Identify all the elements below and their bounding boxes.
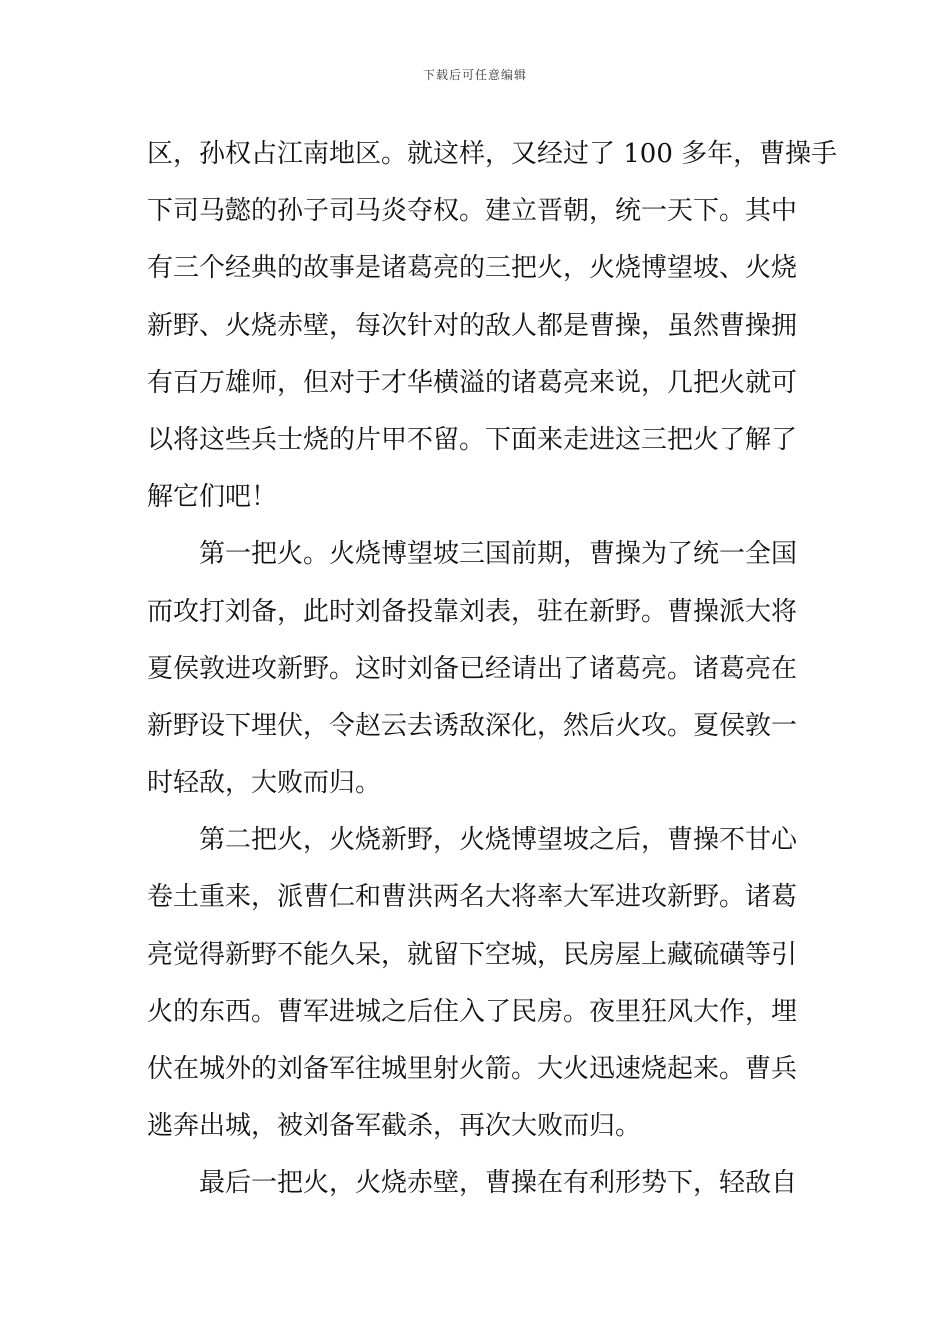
text-line: 新野设下埋伏，令赵云去诱敌深化，然后火攻。夏侯敦一 <box>147 710 798 741</box>
text-line: 区，孙权占江南地区。就这样，又经过了 100 多年，曹操手 <box>147 139 838 169</box>
text-line: 卷土重来，派曹仁和曹洪两名大将率大军进攻新野。诸葛 <box>147 882 798 913</box>
document-body <box>147 126 838 1213</box>
text-line: 有三个经典的故事是诸葛亮的三把火，火烧博望坡、火烧 <box>147 253 798 284</box>
paragraph-first-line: 最后一把火，火烧赤壁，曹操在有利形势下，轻敌自 <box>199 1168 798 1199</box>
text-line: 伏在城外的刘备军往城里射火箭。大火迅速烧起来。曹兵 <box>147 1054 798 1084</box>
text-line: 逃奔出城，被刘备军截杀，再次大败而归。 <box>147 1111 642 1142</box>
paragraph-first-line: 第一把火。火烧博望坡三国前期，曹操为了统一全国 <box>199 539 798 570</box>
text-line: 时轻敌，大败而归。 <box>147 768 382 799</box>
text-line: 新野、火烧赤壁，每次针对的敌人都是曹操，虽然曹操拥 <box>147 310 798 341</box>
text-line: 解它们吧！ <box>147 482 278 513</box>
text-line: 夏侯敦进攻新野。这时刘备已经请出了诸葛亮。诸葛亮在 <box>147 653 798 684</box>
page-header: 下载后可任意编辑 <box>422 68 527 82</box>
text-line: 火的东西。曹军进城之后住入了民房。夜里狂风大作，埋 <box>147 996 798 1027</box>
text-line: 而攻打刘备，此时刘备投靠刘表，驻在新野。曹操派大将 <box>147 596 798 627</box>
text-line: 下司马懿的孙子司马炎夺权。建立晋朝，统一天下。其中 <box>147 196 798 227</box>
text-line: 亮觉得新野不能久呆，就留下空城，民房屋上藏硫磺等引 <box>147 939 798 970</box>
text-line: 以将这些兵士烧的片甲不留。下面来走进这三把火了解了 <box>147 424 798 455</box>
paragraph-first-line: 第二把火，火烧新野，火烧博望坡之后，曹操不甘心 <box>199 825 798 856</box>
text-line: 有百万雄师，但对于才华横溢的诸葛亮来说，几把火就可 <box>147 367 798 398</box>
